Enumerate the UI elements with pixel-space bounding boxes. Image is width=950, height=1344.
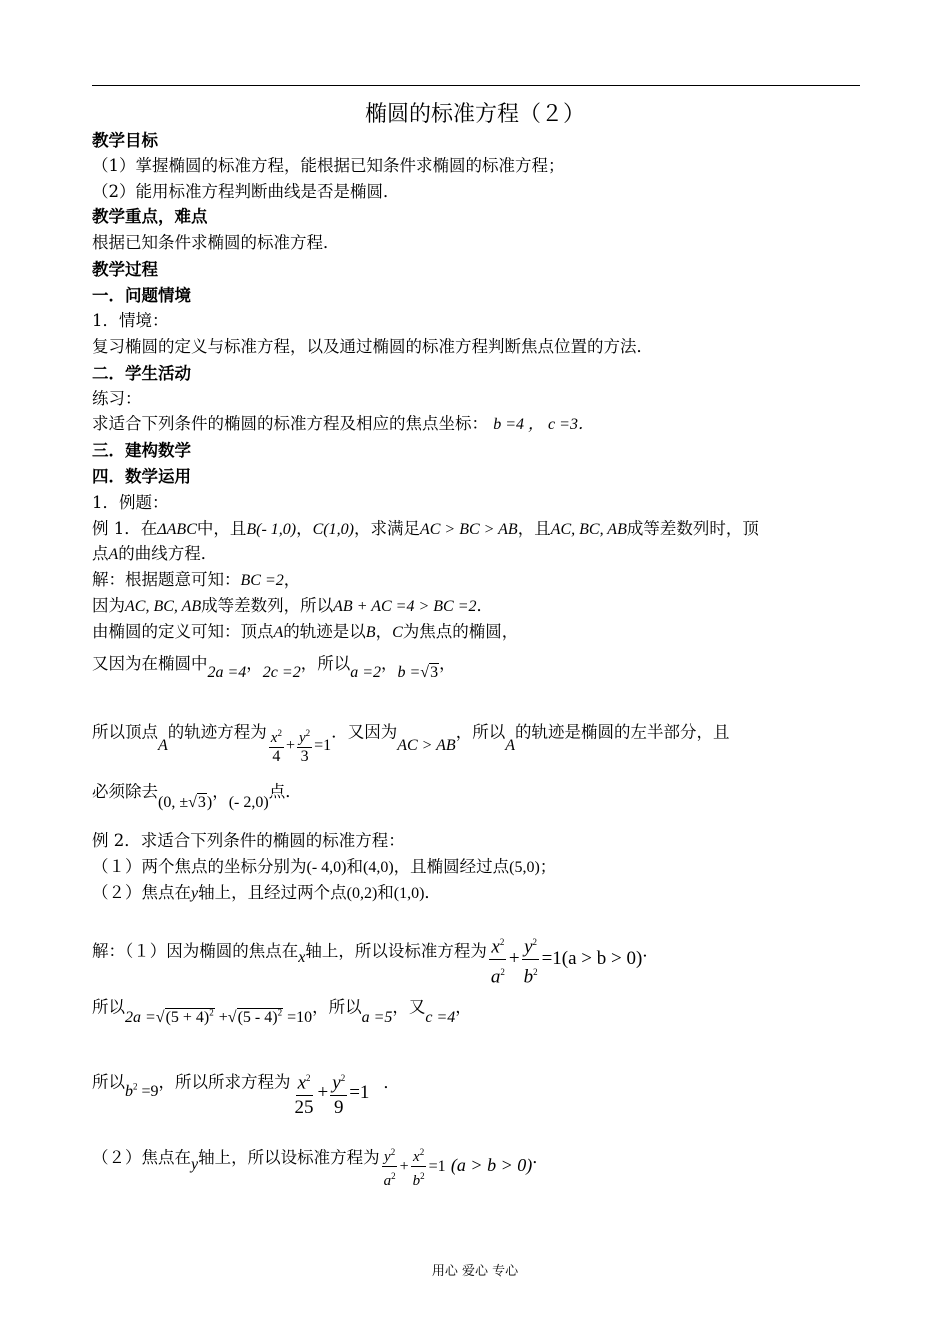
math: y — [191, 1156, 199, 1173]
sqrt-sign: √ — [155, 1009, 165, 1027]
page-title: 椭圆的标准方程（２） — [364, 102, 585, 127]
math: =1 — [428, 1158, 446, 1175]
text: 点 — [92, 544, 109, 563]
exponent: 2 — [340, 1073, 346, 1083]
math: (1,0) — [393, 885, 425, 902]
text: 例 1．在 — [92, 519, 158, 538]
text: 的曲线方程． — [118, 544, 218, 563]
plus-sign: + — [218, 1009, 228, 1027]
math: =1 — [314, 736, 332, 754]
math: (0, ± — [158, 794, 189, 811]
text: 轴上，所以设标准方程为 — [198, 1148, 380, 1167]
example-2-q1 — [92, 856, 556, 879]
exponent: 2 — [305, 728, 311, 738]
math-b2 — [125, 1083, 159, 1100]
denominator — [489, 960, 507, 989]
part-4-heading: 四．数学运用 — [92, 467, 191, 486]
text: ，又 — [392, 997, 426, 1017]
fraction-y2-over-a2 — [382, 1143, 398, 1190]
denominator — [382, 1167, 398, 1190]
part-3-heading: 三．建构数学 — [92, 441, 191, 460]
math: a =5 — [361, 1009, 393, 1027]
text: ， — [375, 622, 393, 641]
solution-2-line-4 — [92, 1135, 549, 1189]
radicand — [165, 1008, 215, 1026]
text: ，求满足 — [353, 519, 420, 538]
math: =1 — [349, 1081, 370, 1103]
math: =1(a > b > 0) — [541, 948, 643, 970]
text: ，且椭圆经过点 — [393, 857, 510, 876]
math: BC =2 — [240, 572, 284, 589]
goal-1: （1）掌握椭圆的标准方程，能根据已知条件求椭圆的标准方程； — [92, 156, 565, 175]
math: B — [365, 624, 376, 641]
text: ； — [539, 857, 557, 876]
math: 2c =2 — [262, 664, 301, 681]
math: 3 — [430, 664, 439, 681]
examples-label: 1．例题： — [92, 493, 169, 512]
math: AC, BC, AB — [550, 521, 627, 538]
text: ． — [532, 1148, 549, 1167]
text: 又因为在椭圆中 — [92, 654, 208, 673]
fraction-y2-over-3 — [297, 724, 312, 766]
math: =10 — [287, 1009, 313, 1027]
exponent: 2 — [533, 967, 538, 978]
exponent: 2 — [420, 1171, 425, 1181]
example-2-q2 — [92, 882, 441, 905]
math: AC, BC, AB — [125, 598, 202, 615]
fraction-x2-over-4 — [269, 724, 284, 766]
math: A — [158, 736, 168, 754]
numerator — [489, 930, 506, 960]
exponent: 2 — [277, 728, 282, 738]
practice-line — [92, 413, 594, 436]
numerator — [522, 930, 539, 960]
fraction-y2-over-9 — [330, 1066, 347, 1120]
math: =9 — [137, 1082, 159, 1100]
text: 解：根据题意可知： — [92, 570, 241, 589]
math: c =4 — [425, 1009, 456, 1027]
text: 中，且 — [196, 519, 247, 538]
key-heading: 教学重点，难点 — [92, 207, 208, 226]
math: A — [108, 546, 119, 563]
text: 的轨迹是以 — [283, 622, 366, 641]
exponent: 2 — [277, 1008, 283, 1018]
text: ，所以 — [455, 722, 506, 742]
plus-sign: + — [508, 948, 520, 970]
denominator — [522, 960, 540, 989]
math: 2a =4 — [207, 664, 247, 681]
numerator — [330, 1066, 347, 1096]
text: （２）焦点在 — [92, 1148, 191, 1167]
sqrt-sign: √ — [420, 664, 430, 681]
text: 解：（１）因为椭圆的焦点在 — [92, 941, 299, 961]
solution-1-line-4 — [92, 653, 456, 681]
text: 和 — [346, 857, 363, 876]
math: A — [273, 624, 284, 641]
math: a — [383, 1173, 392, 1189]
text: 轴上，且经过两个点 — [198, 883, 347, 902]
math: y — [191, 885, 199, 902]
text: 必须除去 — [92, 782, 158, 801]
process-heading: 教学过程 — [92, 260, 158, 279]
solution-1-line-3 — [92, 621, 518, 644]
example-1-line-2 — [92, 543, 217, 566]
math: a — [490, 966, 501, 988]
math: AB + AC =4 > BC =2 — [333, 598, 477, 615]
math: ΔABC — [157, 521, 197, 538]
math: b — [125, 1082, 133, 1100]
math: C — [392, 624, 403, 641]
text: ． — [476, 596, 493, 615]
math: y — [524, 936, 533, 958]
text: （１）两个焦点的坐标分别为 — [92, 857, 307, 876]
numerator — [297, 724, 312, 748]
text: ． — [383, 1072, 400, 1092]
math: 3 — [197, 794, 206, 811]
text: ， — [296, 519, 313, 538]
math: AC > BC > AB — [419, 521, 518, 538]
math: (- 2,0) — [228, 794, 269, 811]
math: y — [332, 1072, 341, 1094]
text: 为焦点的椭圆， — [402, 622, 519, 641]
math: y — [384, 1149, 391, 1165]
solution-1-line-1 — [92, 569, 300, 592]
page-footer: 用心 爱心 专心 — [431, 1264, 519, 1279]
math: AC > AB — [397, 736, 456, 754]
text: ， — [439, 654, 456, 673]
text: ． — [642, 941, 659, 961]
exponent: 2 — [499, 937, 505, 947]
plus-sign: + — [317, 1081, 329, 1103]
text: ， — [212, 782, 229, 801]
denominator: 25 — [294, 1097, 314, 1119]
text: 所以 — [92, 997, 125, 1017]
math: 2a = — [125, 1009, 156, 1027]
math: (a > b > 0) — [450, 1155, 533, 1175]
math: b = — [397, 664, 421, 681]
solution-2-line-2 — [92, 992, 472, 1027]
text: ， — [381, 654, 398, 673]
solution-2-line-1 — [92, 922, 659, 988]
exponent: 2 — [500, 967, 505, 978]
denominator: 4 — [272, 748, 281, 765]
text: ， — [283, 570, 301, 589]
solution-1-line-5 — [92, 712, 730, 765]
text: 成等差数列，所以 — [201, 596, 334, 615]
part-1-sub: 1．情境： — [92, 311, 169, 330]
text: ．又因为 — [331, 722, 398, 742]
math: b — [412, 1173, 421, 1189]
text: 的轨迹方程为 — [167, 722, 267, 742]
practice-text: 求适合下列条件的椭圆的标准方程及相应的焦点坐标： — [92, 414, 488, 433]
solution-1-line-2 — [92, 595, 493, 618]
text: ，且 — [517, 519, 551, 538]
text: 由椭圆的定义可知：顶点 — [92, 622, 274, 641]
fraction-y2-over-b2 — [522, 930, 540, 990]
math: B(- 1,0) — [246, 521, 297, 538]
sqrt-sign: √ — [188, 794, 197, 811]
math: x — [297, 1072, 306, 1094]
exponent: 2 — [391, 1171, 396, 1181]
solution-1-line-6 — [92, 781, 302, 811]
plus-sign: + — [399, 1158, 409, 1175]
math: x — [413, 1149, 420, 1165]
text: ，所以 — [312, 997, 362, 1017]
part-1-heading: 一．问题情境 — [92, 286, 191, 305]
header-rule — [92, 85, 860, 86]
plus-sign: + — [285, 736, 295, 754]
solution-2-line-3 — [92, 1056, 400, 1119]
numerator — [411, 1143, 426, 1167]
math: (0,2) — [346, 885, 378, 902]
denominator: 3 — [300, 748, 309, 765]
math: x — [298, 949, 306, 967]
fraction-x2-over-a2 — [489, 930, 507, 990]
practice-conditions: b =4 ， c =3． — [493, 416, 594, 433]
math: (5 + 4) — [165, 1009, 210, 1027]
key-text: 根据已知条件求椭圆的标准方程． — [92, 233, 340, 252]
math: (- 4,0) — [306, 859, 347, 876]
part-2-heading: 二．学生活动 — [92, 364, 191, 383]
math: C(1,0) — [312, 521, 354, 538]
fraction-x2-over-25 — [293, 1066, 316, 1120]
text: 轴上，所以设标准方程为 — [305, 941, 487, 961]
fraction-x2-over-b2 — [411, 1143, 427, 1190]
text: （２）焦点在 — [92, 883, 191, 902]
denominator — [411, 1167, 427, 1190]
text: ，所以所求方程为 — [158, 1072, 291, 1092]
text: ， — [246, 654, 263, 673]
math-2a — [125, 1009, 312, 1026]
radicand — [237, 1008, 283, 1026]
exponent: 2 — [390, 1147, 396, 1157]
math: b — [523, 966, 534, 988]
text: 和 — [377, 883, 394, 902]
goal-2: （2）能用标准方程判断曲线是否是椭圆． — [92, 182, 400, 201]
numerator — [382, 1143, 397, 1167]
exponent: 2 — [306, 1073, 311, 1083]
math-b — [398, 664, 440, 681]
text: ． — [424, 883, 441, 902]
math: (4,0) — [362, 859, 394, 876]
numerator — [296, 1066, 313, 1096]
text: 的轨迹是椭圆的左半部分，且 — [514, 722, 730, 742]
text: ， — [455, 997, 472, 1017]
practice-label: 练习： — [92, 389, 142, 408]
math: ) — [206, 794, 213, 811]
math: (5,0) — [509, 859, 540, 876]
text: 成等差数列时，顶 — [626, 519, 759, 538]
part-1-text: 复习椭圆的定义与标准方程，以及通过椭圆的标准方程判断焦点位置的方法． — [92, 337, 653, 356]
example-2-intro: 例 2．求适合下列条件的椭圆的标准方程： — [92, 831, 405, 850]
text: 因为 — [92, 596, 125, 615]
text: 所以 — [92, 1072, 125, 1092]
math: A — [505, 736, 515, 754]
numerator — [269, 724, 284, 748]
math-point-1 — [158, 794, 212, 811]
exponent: 2 — [209, 1008, 214, 1018]
exponent: 2 — [133, 1081, 138, 1092]
math: a =2 — [350, 664, 381, 681]
denominator: 9 — [333, 1097, 344, 1119]
text: ，所以 — [300, 654, 351, 673]
sqrt-sign: √ — [227, 1009, 237, 1027]
text: 所以顶点 — [92, 722, 158, 742]
goals-heading: 教学目标 — [92, 131, 158, 150]
text: 点． — [268, 782, 302, 801]
math: x — [270, 730, 278, 746]
exponent: 2 — [419, 1147, 425, 1157]
example-1-line-1 — [92, 518, 759, 541]
math: y — [298, 730, 306, 746]
math: x — [491, 936, 500, 958]
exponent: 2 — [532, 937, 538, 947]
math: (5 - 4) — [237, 1009, 278, 1027]
